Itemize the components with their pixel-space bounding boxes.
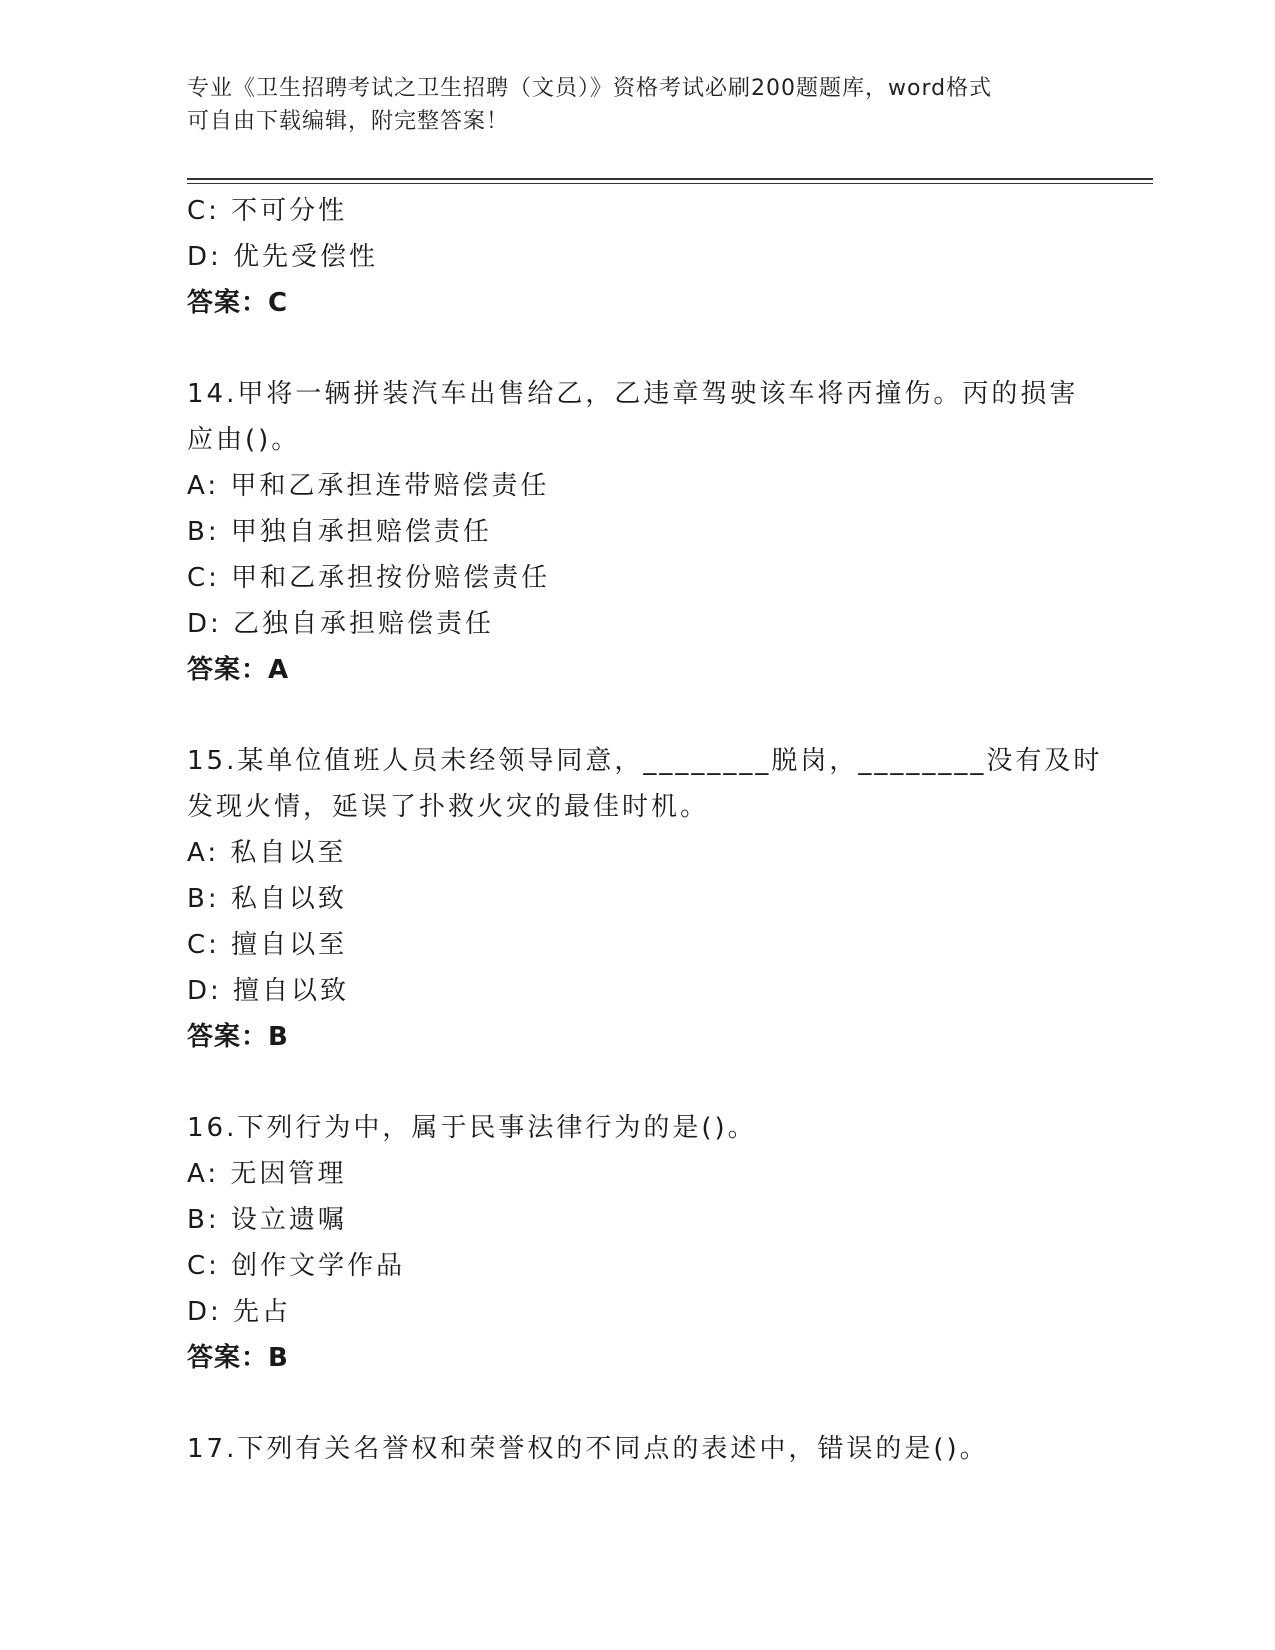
option-b: B: 设立遗嘱: [187, 1205, 347, 1235]
question-stem-line-1: 17.下列有关名誉权和荣誉权的不同点的表述中，错误的是()。: [187, 1434, 989, 1464]
question-stem-line-2: 发现火情，延误了扑救火灾的最佳时机。: [187, 792, 710, 822]
question-13-continuation: [187, 188, 1087, 326]
answer: 答案：A: [187, 655, 290, 685]
question-16: [187, 1105, 1087, 1381]
option-c: C: 创作文学作品: [187, 1251, 406, 1281]
question-stem-line-1: 15.某单位值班人员未经领导同意，________脱岗，________没有及时: [187, 746, 1103, 776]
option-c: C: 甲和乙承担按份赔偿责任: [187, 563, 551, 593]
document-header: [187, 72, 1087, 138]
option-d: D: 乙独自承担赔偿责任: [187, 609, 495, 639]
question-content: [187, 188, 1103, 1472]
option-d: D: 优先受偿性: [187, 242, 379, 272]
question-stem-line-1: 16.下列行为中，属于民事法律行为的是()。: [187, 1113, 757, 1143]
question-17: [187, 1426, 1087, 1472]
question-15: [187, 738, 1103, 1060]
option-d: D: 擅自以致: [187, 976, 350, 1006]
answer: 答案：B: [187, 1343, 289, 1373]
option-a: A: 甲和乙承担连带赔偿责任: [187, 471, 550, 501]
header-line-1: 专业《卫生招聘考试之卫生招聘（文员）》资格考试必刷200题题库，word格式: [187, 76, 993, 101]
option-a: A: 私自以至: [187, 838, 347, 868]
question-14: [187, 371, 1087, 693]
header-divider-thin: [187, 183, 1153, 184]
option-b: B: 甲独自承担赔偿责任: [187, 517, 492, 547]
answer: 答案：B: [187, 1022, 289, 1052]
option-a: A: 无因管理: [187, 1159, 347, 1189]
question-stem-line-1: 14.甲将一辆拼装汽车出售给乙，乙违章驾驶该车将丙撞伤。丙的损害: [187, 379, 1079, 409]
option-b: B: 私自以致: [187, 884, 347, 914]
header-line-2: 可自由下载编辑，附完整答案！: [187, 109, 510, 134]
option-c: C: 不可分性: [187, 196, 348, 226]
header-divider-thick: [187, 178, 1153, 180]
answer: 答案：C: [187, 288, 289, 318]
option-d: D: 先占: [187, 1297, 292, 1327]
option-c: C: 擅自以至: [187, 930, 348, 960]
question-stem-line-2: 应由()。: [187, 425, 301, 455]
